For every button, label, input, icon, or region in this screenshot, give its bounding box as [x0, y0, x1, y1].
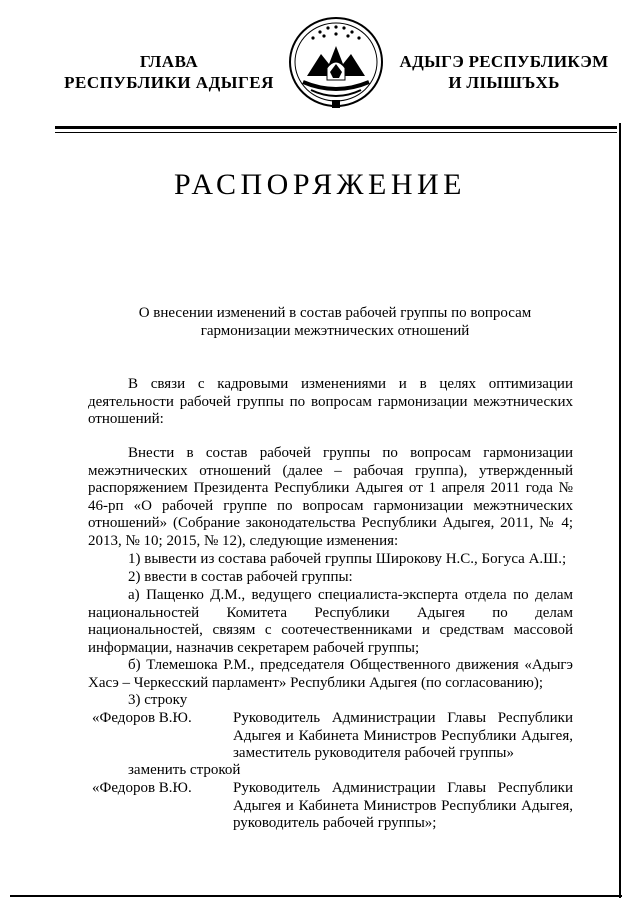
issuer-adyghe-line2: И ЛІЫШЪХЬ [448, 73, 560, 92]
issuer-title-adyghe [398, 51, 610, 93]
issuer-title-line1: ГЛАВА [139, 52, 199, 71]
header-divider-thin [55, 132, 617, 133]
issuer-adyghe-line1: АДЫГЭ РЕСПУБЛИКЭМ [399, 52, 609, 71]
item-3-line: 3) строку [128, 692, 188, 708]
subject-line2: гармонизации межэтнических отношений [200, 323, 470, 339]
subject-line1: О внесении изменений в состав рабочей группы по вопросам [138, 305, 532, 321]
item-2b-tlemeshok: б) Тлемешока Р.М., председателя Общественного движения «Адыгэ Хасэ – Черкесский парламент» Республики Адыгея (по согласованию); [88, 657, 573, 691]
document-subject [100, 304, 570, 340]
header-divider-thick [55, 126, 617, 129]
new-entry-name: «Федоров В.Ю. [92, 780, 192, 796]
intro-paragraph: В связи с кадровыми изменениями и в целях оптимизации деятельности рабочей группы по вопросам гармонизации межэтнических отношений: [88, 376, 573, 428]
old-entry-name: «Федоров В.Ю. [92, 710, 192, 726]
scan-edge-bottom [10, 895, 622, 897]
new-entry-role: Руководитель Администрации Главы Республики Адыгея и Кабинета Министров Республики Адыгея, руководитель рабочей группы»; [233, 780, 573, 832]
replace-with-text: заменить строкой [128, 762, 241, 778]
document-type-heading: РАСПОРЯЖЕНИЕ [173, 168, 467, 201]
old-entry-role: Руководитель Администрации Главы Республики Адыгея и Кабинета Министров Республики Адыгея, заместитель руководителя рабочей группы» [233, 710, 573, 762]
issuer-title-russian [60, 51, 278, 93]
main-paragraph: Внести в состав рабочей группы по вопросам гармонизации межэтнических отношений (далее – рабочая группа), утвержденный распоряжением Президента Республики Адыгея от 1 апреля 2011 года № 46-рп «О рабочей группе по вопросам гармонизации межэтнических отношений» (Собрание законодательства Республики Адыгея, 2011, № 4; 2013, № 10; 2015, № 12), следующие изменения: [88, 445, 573, 549]
item-1-remove-members: 1) вывести из состава рабочей группы Широкову Н.С., Богуса А.Ш.; [128, 551, 567, 567]
item-2a-paschenko: а) Пащенко Д.М., ведущего специалиста-эксперта отдела по делам национальностей Комитета Республики Адыгея по делам национальностей, связям с соотечественниками и средствам массовой информации, назначив секретарем рабочей группы; [88, 587, 573, 656]
issuer-title-line2: РЕСПУБЛИКИ АДЫГЕЯ [64, 73, 274, 92]
coat-of-arms-icon [283, 16, 389, 112]
scan-edge-right [619, 123, 621, 898]
item-2-add-members: 2) ввести в состав рабочей группы: [128, 569, 353, 585]
